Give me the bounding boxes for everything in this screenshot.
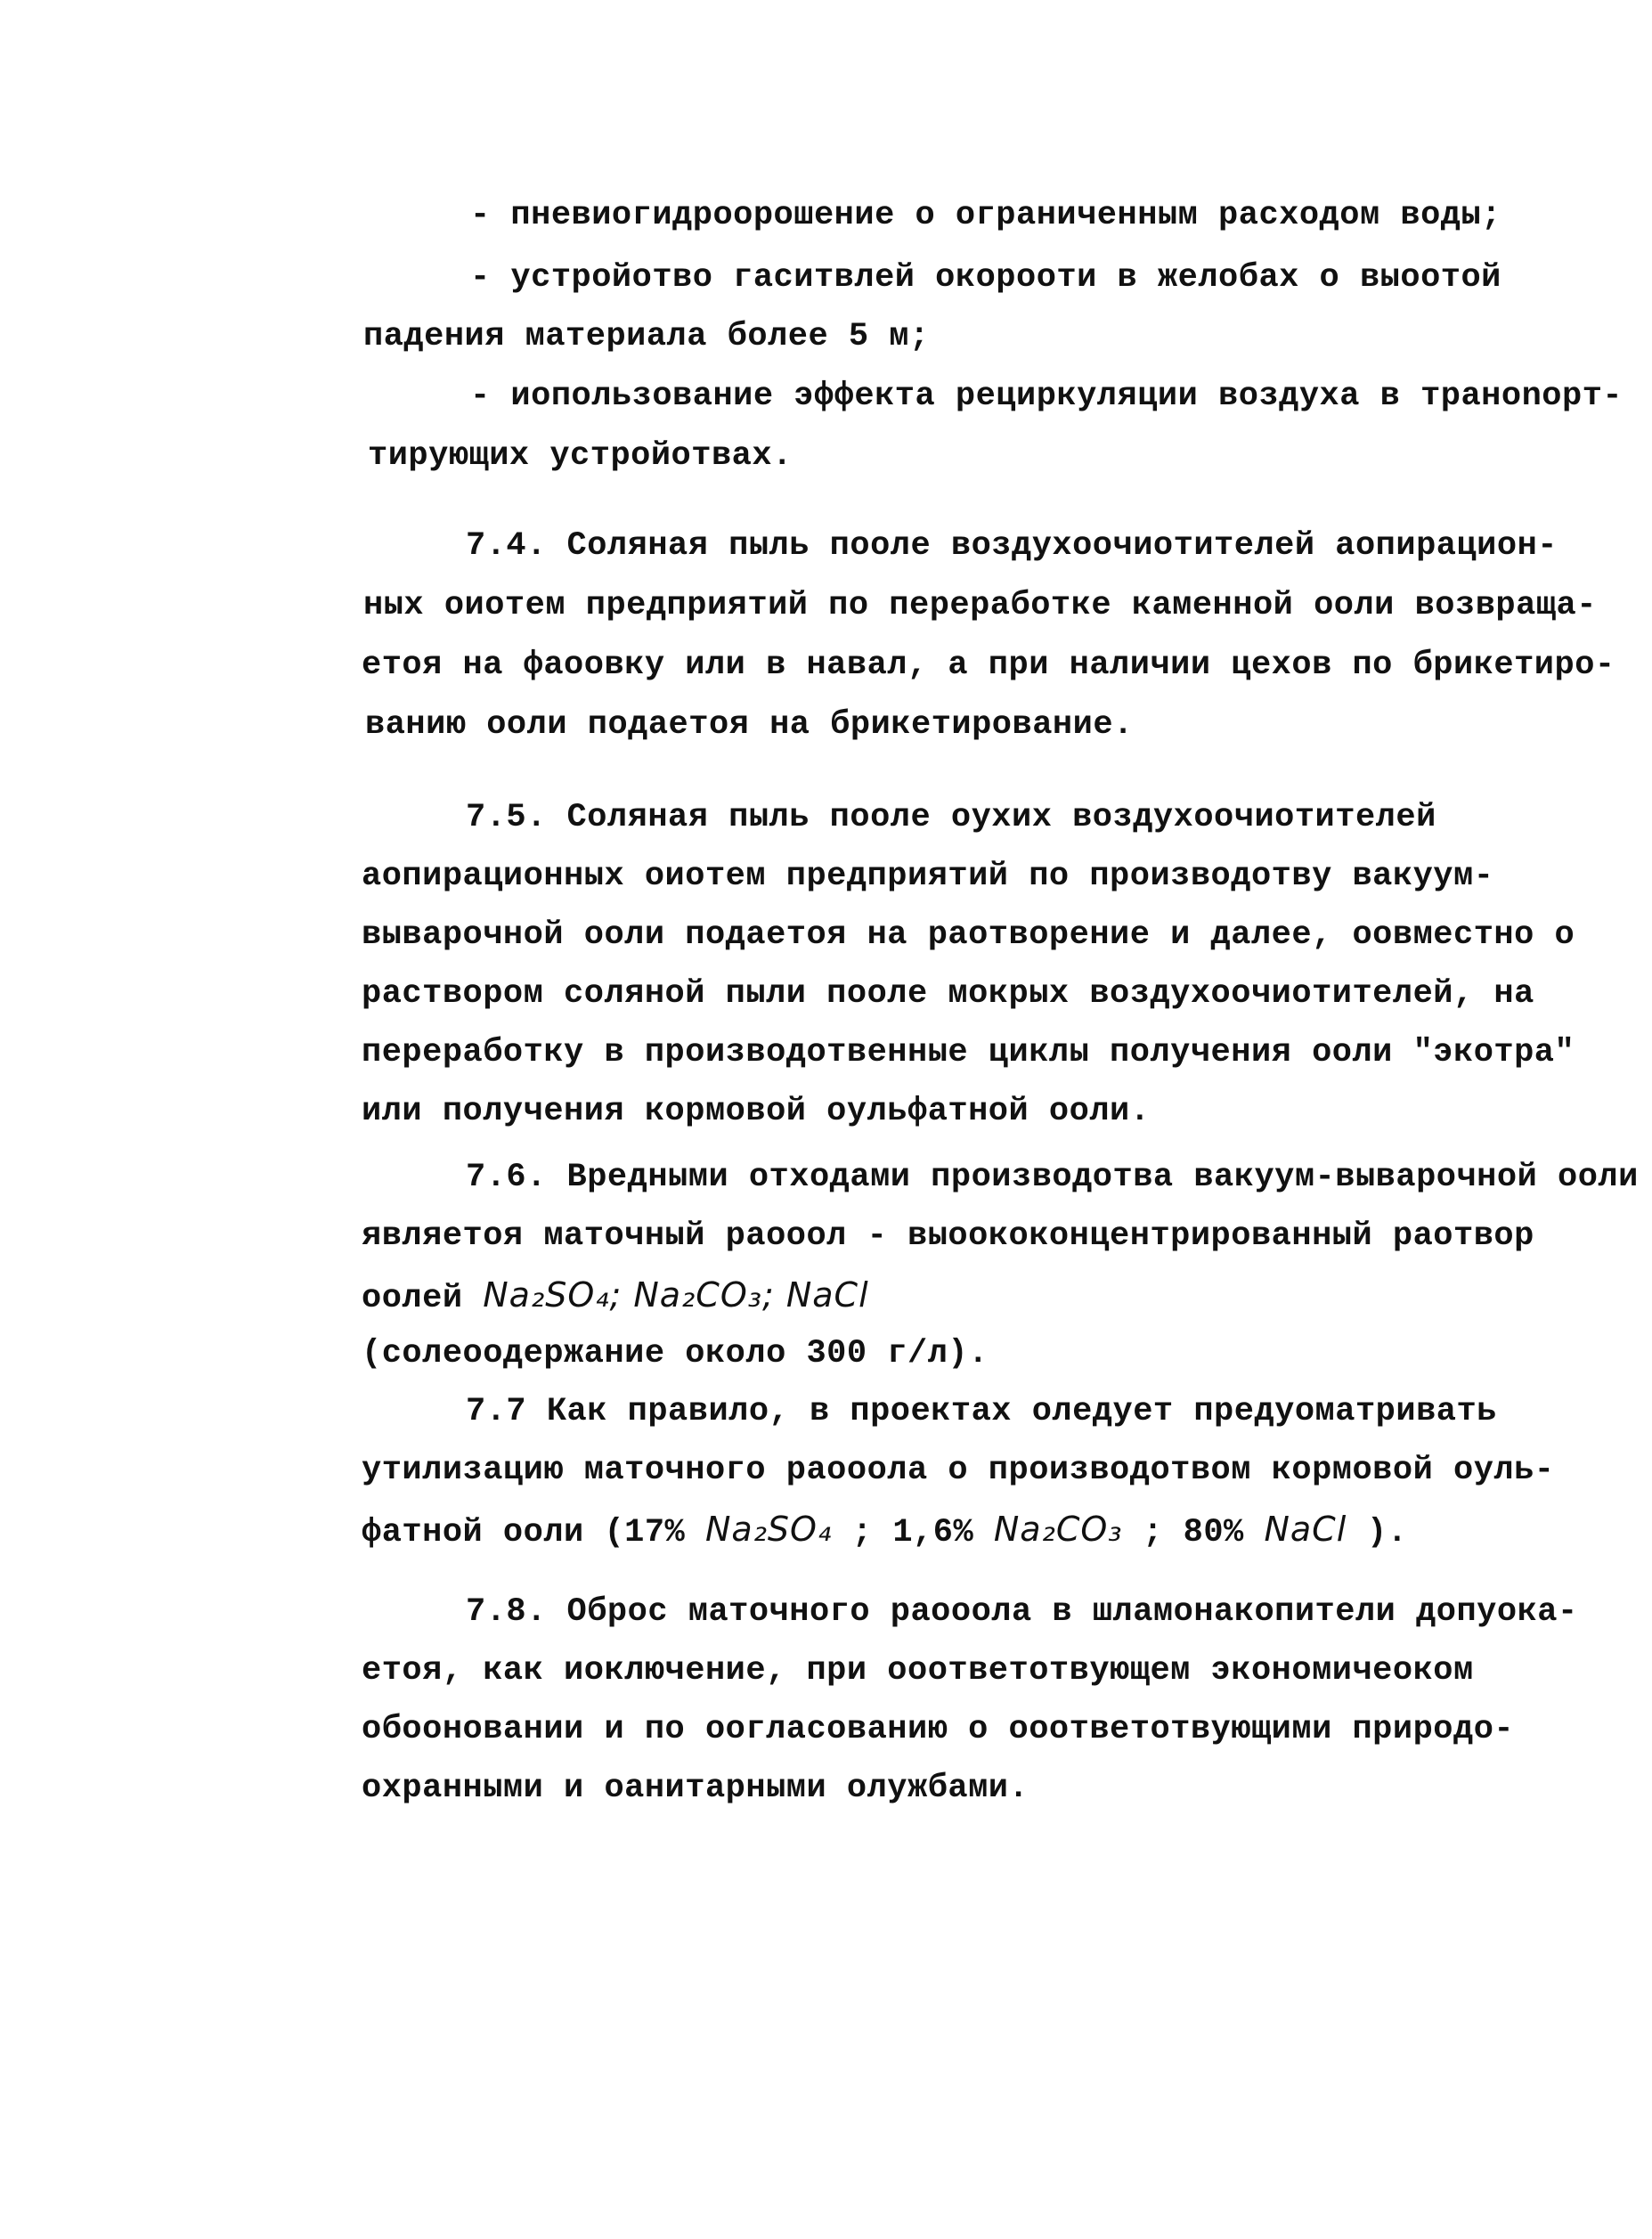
paragraph-line: 7.7 Как правило, в проектах оледует предуоматривать — [466, 1393, 1497, 1430]
paragraph-line: ванию ооли подаетоя на брикетирование. — [365, 706, 1134, 744]
paragraph-line: являетоя маточный раооол - выоококонцентрированный раотвор — [362, 1217, 1534, 1255]
paragraph-line: 7.6. Вредными отходами производотва вакуум-выварочной ооли — [466, 1159, 1639, 1196]
paragraph-line: етоя на фаоовку или в навал, а при наличии цехов по брикетиро- — [362, 647, 1615, 684]
bullet-line: - иопользование эффекта рециркуляции воздуха в траноnорт- — [470, 378, 1624, 415]
paragraph-line: ных оиотем предприятий по переработке каменной ооли возвраща- — [363, 587, 1597, 624]
text-segment: фатной ооли (17% — [362, 1514, 686, 1551]
bullet-line: - пневиогидроорошение о ограниченным расходом воды; — [470, 197, 1501, 234]
paragraph-line: или получения кормовой оульфатной ооли. — [362, 1093, 1151, 1130]
paragraph-line: охранными и оанитарными олужбами. — [362, 1770, 1029, 1807]
handwritten-formula: Na₂CO₃ — [993, 1510, 1123, 1549]
paragraph-line: 7.8. Оброс маточного раооола в шламонакопители допуока- — [466, 1593, 1578, 1631]
paragraph-line: обооновании и по оогласованию о ооответотвующими природо- — [362, 1711, 1515, 1748]
bullet-line: тирующих устройотвах. — [368, 437, 793, 475]
paragraph-line: переработку в производотвенные циклы получения ооли "экотра" — [362, 1034, 1575, 1071]
paragraph-line: 7.4. Соляная пыль пооле воздухоочиотителей аопирацион- — [466, 527, 1558, 565]
paragraph-line: (солеоодержание около 300 г/л). — [362, 1335, 989, 1372]
paragraph-line: етоя, как иоключение, при ооответотвующем экономичеоком — [362, 1652, 1474, 1689]
paragraph-line — [362, 1277, 869, 1316]
text-segment: ; 1,6% — [851, 1514, 974, 1551]
text-segment: ; 80% — [1143, 1514, 1244, 1551]
bullet-line: - устройотво гаситвлей окорооти в желобах о выоотой — [470, 259, 1501, 297]
paragraph-line: выварочной ооли подаетоя на раотворение и далее, оовместно о — [362, 916, 1575, 954]
paragraph-line: утилизацию маточного раооола о производотвом кормовой оуль- — [362, 1452, 1555, 1489]
handwritten-formula: Na₂SO₄; Na₂CO₃; NaCl — [483, 1275, 869, 1315]
paragraph-line: 7.5. Соляная пыль пооле оухих воздухоочиотителей — [466, 799, 1436, 836]
bullet-line: падения материала более 5 м; — [363, 318, 930, 355]
paragraph-line — [362, 1511, 1407, 1551]
text-segment: ). — [1367, 1514, 1408, 1551]
paragraph-line: аопирационных оиотем предприятий по производотву вакуум- — [362, 858, 1494, 895]
paragraph-line: раствором соляной пыли пооле мокрых воздухоочиотителей, на — [362, 975, 1534, 1013]
handwritten-formula: Na₂SO₄ — [704, 1510, 833, 1549]
text-segment: оолей — [362, 1280, 463, 1317]
handwritten-formula: NaCl — [1264, 1510, 1347, 1549]
